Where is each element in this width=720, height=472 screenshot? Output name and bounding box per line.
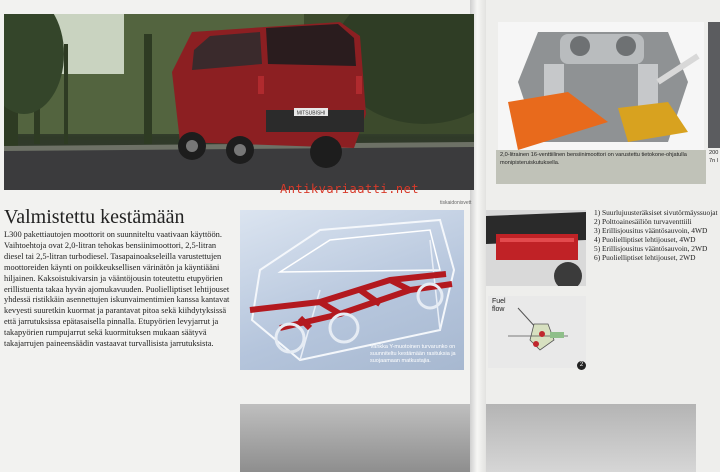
section-body: L300 pakettiautojen moottorit on suunniteltu vaativaan käyttöön. Vaihtoehtoja ovat 2,0-litran tehokas bensiinimoottori, 2,5-litran diesel tai 2,5-litran turbodiesel. Tasapainoakseleilla varustettujen moottoreiden käynti on poikkeuksellisen värinätön ja käyntiääni hiljainen. Kaksoistukivarsin ja vääntöjousin toteutettu etupyörien erillistuenta takaa hyvän ajomukavuuden. Puolielliptiset lehtijouset yhdessä ristikkäin asennettujen iskunvaimentimien kanssa kantavat kevyesti suuretkin kuormat ja parantavat pitoa sekä kiihdytyksissä että jarrutuksissa epätasaisella pinnalla. Etupyörien levyjarrut ja takapyörien rumpujarrut sekä kuormituksen mukaan säätyvä takajarrujen paineensäädin vastaavat turvallisista jarrutuksista.	[4, 230, 230, 349]
list-item: 5) Erillisjousitus vääntösauvoin, 2WD	[594, 244, 708, 254]
adjacent-photo-edge	[708, 22, 720, 148]
cut-off-caption: 200 7n l	[709, 150, 719, 164]
safety-cutaway-image	[486, 210, 586, 286]
list-item: 4) Puolielliptiset lehtijouset, 4WD	[594, 235, 696, 245]
section-title: Valmistettu kestämään	[4, 206, 185, 228]
list-item: 6) Puolielliptiset lehtijouset, 2WD	[594, 253, 696, 263]
list-item: 1) Suurlujuusteräksiset sivutörmäyssuojat	[594, 208, 718, 217]
list-item: 3) Erillisjousitus vääntösauvoin, 4WD	[594, 226, 708, 236]
figure-number-badge: 2	[577, 361, 586, 370]
bottom-photo-right	[486, 404, 696, 472]
hero-credit: tiskaidonisvett	[440, 200, 472, 206]
chassis-caption: Vankka Y-muotoinen turvarunko on suunniteltu kestämään rasituksia ja suojaamaan matkustajia.	[370, 344, 456, 364]
list-item: 2) Polttoainesäiliön turvaventtiili	[594, 217, 692, 227]
engine-cutaway-image	[498, 22, 704, 150]
bottom-photo-left	[240, 404, 470, 472]
fuel-flow-label-line2: flow	[492, 306, 505, 313]
plate-text: MITSUBISHI	[296, 110, 326, 117]
engine-caption: 2,0-litrainen 16-venttiilinen bensiinimoottori on varustettu tietokone-ohjatulla monipisteruiskutuksella.	[500, 152, 687, 166]
fuel-flow-label	[492, 298, 506, 314]
fuel-flow-label-line1: Fuel	[492, 298, 506, 305]
watermark-text: Antikvariaatti.net	[280, 182, 420, 196]
hero-van-photo	[4, 14, 474, 190]
safety-feature-list	[594, 208, 718, 263]
